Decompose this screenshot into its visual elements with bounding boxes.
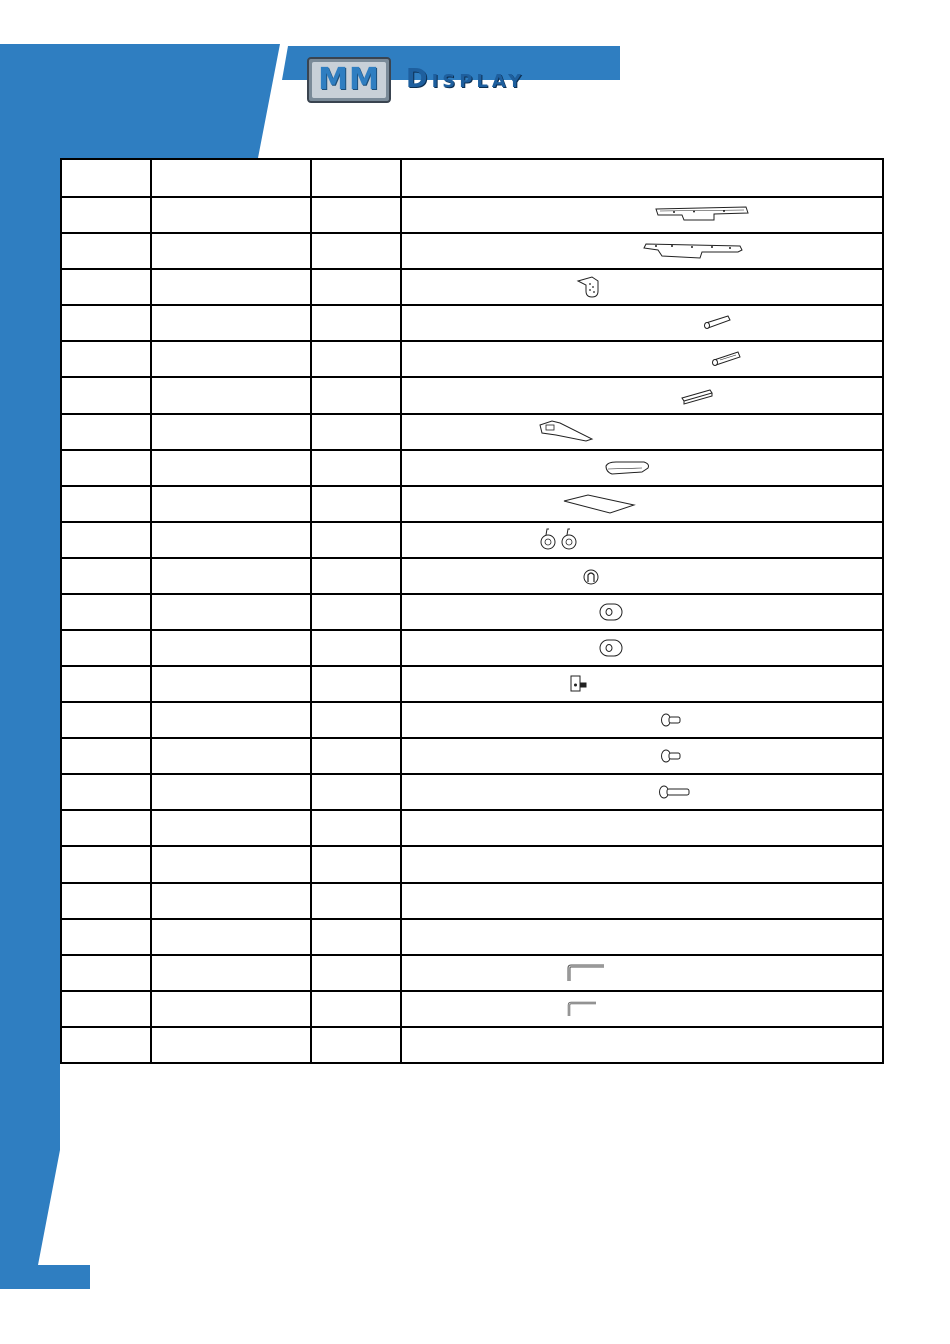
cell-no — [61, 666, 151, 702]
cell-qty — [311, 883, 401, 919]
logo-box-text: MM — [318, 62, 380, 97]
header-cell-picture — [401, 159, 883, 197]
cell-no — [61, 558, 151, 594]
cell-no — [61, 486, 151, 522]
short-bolt-icon — [660, 746, 684, 766]
table-row — [61, 991, 883, 1027]
cell-qty — [311, 341, 401, 377]
caster-wheels-icon — [536, 527, 582, 553]
table-row — [61, 305, 883, 341]
cell-qty — [311, 1027, 401, 1063]
cell-no — [61, 377, 151, 413]
long-rail-bracket-icon — [654, 205, 750, 225]
table-row — [61, 738, 883, 774]
table-row — [61, 558, 883, 594]
table-row — [61, 594, 883, 630]
cell-picture — [401, 414, 883, 450]
cell-no — [61, 594, 151, 630]
short-bolt-icon — [660, 710, 684, 730]
cell-no — [61, 738, 151, 774]
cell-picture — [401, 702, 883, 738]
cell-no — [61, 846, 151, 882]
cell-no — [61, 269, 151, 305]
cell-name — [151, 846, 311, 882]
u-clip-icon — [582, 565, 600, 587]
cell-picture — [401, 991, 883, 1027]
table-row — [61, 630, 883, 666]
cell-name — [151, 1027, 311, 1063]
cell-name — [151, 305, 311, 341]
cell-qty — [311, 666, 401, 702]
cell-qty — [311, 702, 401, 738]
header-cell-no — [61, 159, 151, 197]
cell-qty — [311, 486, 401, 522]
floor-plate-icon — [562, 493, 636, 515]
cell-no — [61, 883, 151, 919]
cell-picture — [401, 919, 883, 955]
cell-qty — [311, 991, 401, 1027]
cell-name — [151, 919, 311, 955]
cell-picture — [401, 486, 883, 522]
table-header-row — [61, 159, 883, 197]
washer-large-icon — [598, 601, 624, 623]
cell-name — [151, 450, 311, 486]
cell-name — [151, 197, 311, 233]
cell-picture — [401, 305, 883, 341]
cell-no — [61, 702, 151, 738]
cell-name — [151, 414, 311, 450]
cell-name — [151, 377, 311, 413]
parts-list-table — [60, 158, 884, 1064]
long-bolt-icon — [658, 782, 692, 802]
allen-key-large-icon — [566, 963, 606, 983]
cell-qty — [311, 558, 401, 594]
logo-wordmark: Display — [406, 64, 526, 94]
mount-plate-icon — [576, 275, 606, 299]
cell-picture — [401, 630, 883, 666]
table-row — [61, 666, 883, 702]
cell-name — [151, 233, 311, 269]
cell-name — [151, 883, 311, 919]
cell-qty — [311, 522, 401, 558]
cell-name — [151, 738, 311, 774]
flat-rail-icon — [680, 386, 714, 406]
cell-picture — [401, 450, 883, 486]
table-row — [61, 955, 883, 991]
table-row — [61, 450, 883, 486]
cell-name — [151, 558, 311, 594]
cell-name — [151, 702, 311, 738]
cell-name — [151, 594, 311, 630]
header-cell-name — [151, 159, 311, 197]
cell-name — [151, 522, 311, 558]
cell-no — [61, 341, 151, 377]
brand-logo — [308, 58, 628, 102]
cell-no — [61, 450, 151, 486]
cell-picture — [401, 1027, 883, 1063]
cell-qty — [311, 919, 401, 955]
table-row — [61, 486, 883, 522]
cell-qty — [311, 197, 401, 233]
cell-no — [61, 630, 151, 666]
table-row — [61, 197, 883, 233]
cell-no — [61, 991, 151, 1027]
cell-qty — [311, 305, 401, 341]
cell-qty — [311, 414, 401, 450]
cell-name — [151, 991, 311, 1027]
corner-connector-icon — [568, 673, 590, 695]
cell-qty — [311, 774, 401, 810]
cell-picture — [401, 955, 883, 991]
table-row — [61, 846, 883, 882]
cell-no — [61, 233, 151, 269]
cell-picture — [401, 377, 883, 413]
cell-qty — [311, 955, 401, 991]
cell-qty — [311, 846, 401, 882]
cell-picture — [401, 197, 883, 233]
cell-picture — [401, 522, 883, 558]
cell-name — [151, 486, 311, 522]
long-rail-bracket-reversed-icon — [642, 240, 746, 262]
cell-no — [61, 919, 151, 955]
cell-qty — [311, 738, 401, 774]
cell-name — [151, 955, 311, 991]
cell-no — [61, 414, 151, 450]
cell-picture — [401, 666, 883, 702]
table-row — [61, 1027, 883, 1063]
table-row — [61, 919, 883, 955]
cell-qty — [311, 377, 401, 413]
table-row — [61, 341, 883, 377]
table-row — [61, 883, 883, 919]
cell-qty — [311, 269, 401, 305]
cell-name — [151, 774, 311, 810]
cell-no — [61, 810, 151, 846]
cell-qty — [311, 450, 401, 486]
cell-no — [61, 305, 151, 341]
cell-qty — [311, 630, 401, 666]
cell-picture — [401, 594, 883, 630]
foot-leg-icon — [536, 419, 596, 445]
cell-name — [151, 341, 311, 377]
tube-bar-icon — [702, 313, 732, 333]
cell-no — [61, 522, 151, 558]
cell-name — [151, 810, 311, 846]
cell-picture — [401, 810, 883, 846]
cell-name — [151, 630, 311, 666]
cell-no — [61, 1027, 151, 1063]
table-row — [61, 522, 883, 558]
cell-name — [151, 666, 311, 702]
cell-picture — [401, 269, 883, 305]
cell-qty — [311, 810, 401, 846]
cell-name — [151, 269, 311, 305]
table-row — [61, 414, 883, 450]
cell-no — [61, 774, 151, 810]
tube-bar-long-icon — [710, 348, 742, 370]
table-row — [61, 774, 883, 810]
foot-cap-icon — [602, 458, 652, 478]
table-row — [61, 269, 883, 305]
table-row — [61, 702, 883, 738]
cell-picture — [401, 883, 883, 919]
cell-picture — [401, 738, 883, 774]
table-row — [61, 233, 883, 269]
cell-picture — [401, 341, 883, 377]
cell-picture — [401, 846, 883, 882]
cell-no — [61, 955, 151, 991]
cell-picture — [401, 558, 883, 594]
table-row — [61, 377, 883, 413]
table-row — [61, 810, 883, 846]
cell-no — [61, 197, 151, 233]
allen-key-small-icon — [566, 1000, 598, 1018]
header-cell-qty — [311, 159, 401, 197]
cell-qty — [311, 594, 401, 630]
washer-small-icon — [598, 637, 624, 659]
cell-picture — [401, 233, 883, 269]
bottom-blue-tab — [0, 1265, 90, 1289]
cell-qty — [311, 233, 401, 269]
cell-picture — [401, 774, 883, 810]
